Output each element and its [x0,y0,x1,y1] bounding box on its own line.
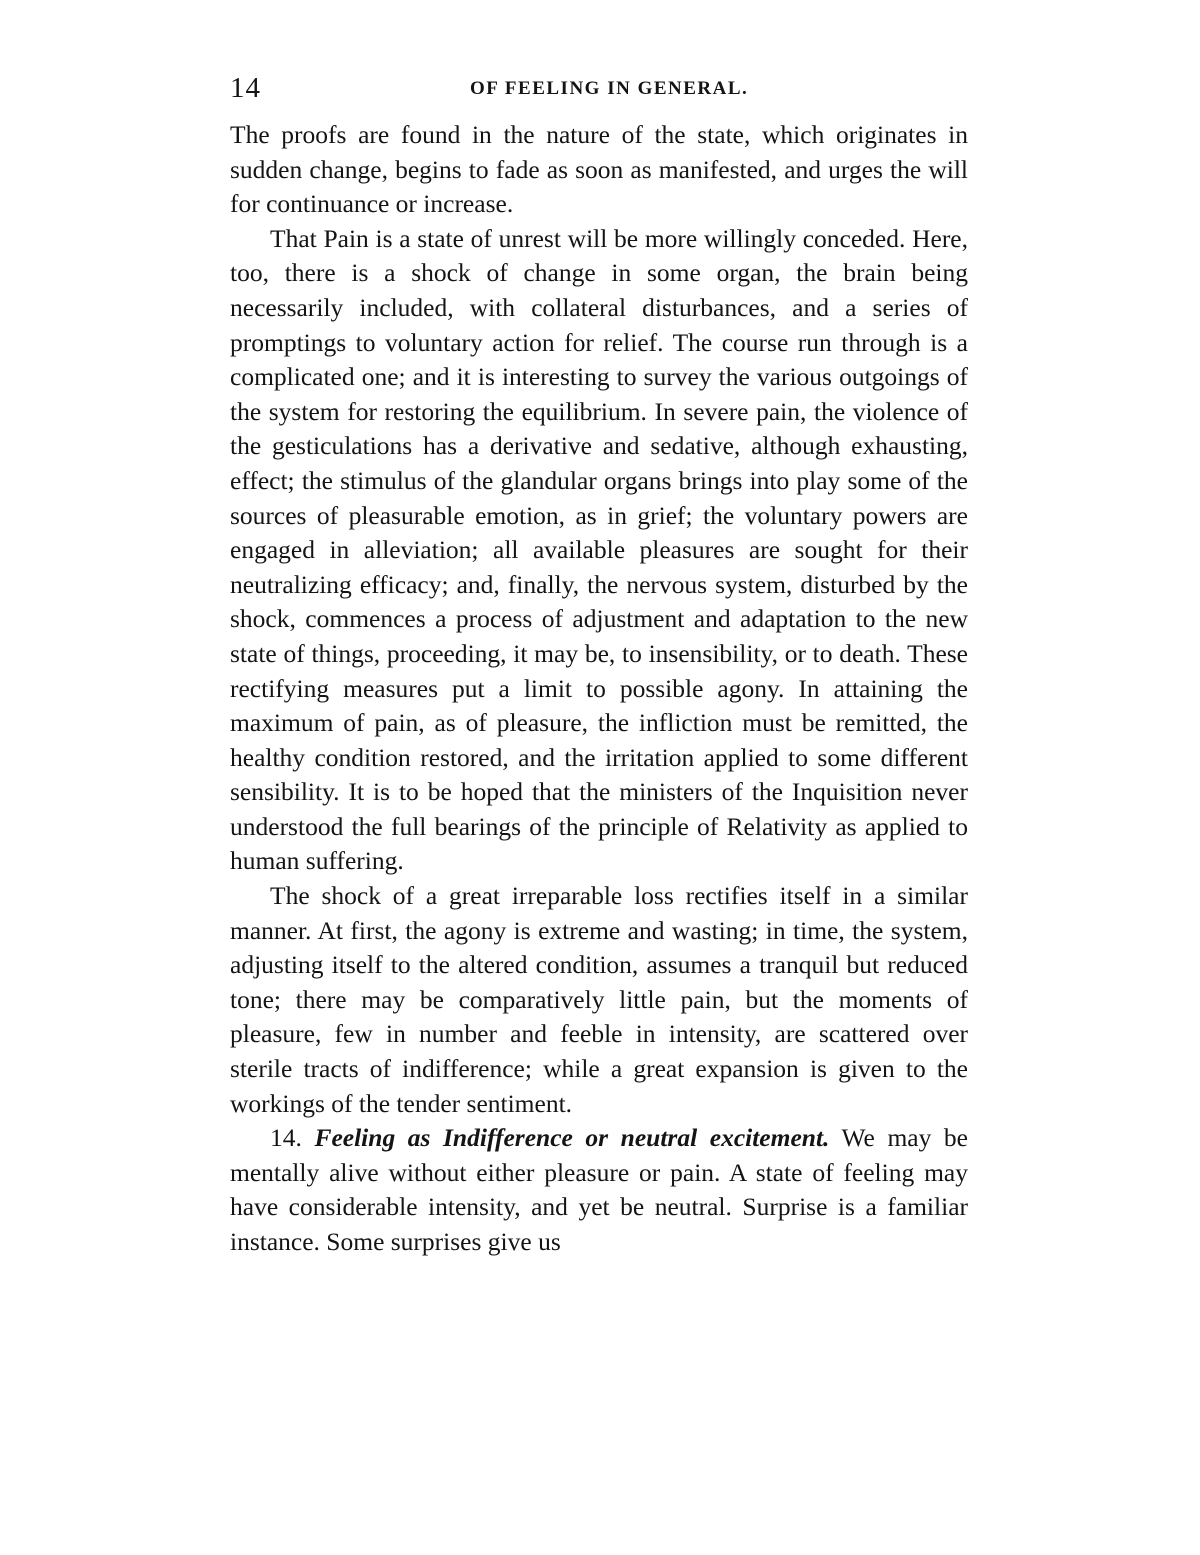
paragraph: The shock of a great irreparable loss rectifies itself in a similar manner. At first, the agony is extreme and wasting; in time, the system, adjusting itself to the altered condition, assumes a tranquil but reduced tone; there may be comparatively little pain, but the moments of pleasure, few in number and feeble in intensity, are scattered over sterile tracts of indifference; while a great expansion is given to the workings of the tender sentiment. [230,881,968,1118]
section-title: Feeling as Indifference or neutral excitement. [314,1123,830,1153]
paragraph: The proofs are found in the nature of the state, which originates in sudden change, begins to fade as soon as manifested, and urges the will for continuance or increase. [230,120,968,219]
paragraph: That Pain is a state of unrest will be more willingly conceded. Here, too, there is a shock of change in some organ, the brain being necessarily included, with collateral disturbances, and a series of promptings to voluntary action for relief. The course run through is a complicated one; and it is interesting to survey the various outgoings of the system for restoring the equilibrium. In severe pain, the violence of the gesticulations has a derivative and sedative, although exhausting, effect; the stimulus of the glandular organs brings into play some of the sources of pleasurable emotion, as in grief; the voluntary powers are engaged in alleviation; all available pleasures are sought for their neutralizing efficacy; and, finally, the nervous system, disturbed by the shock, commences a process of adjustment and adaptation to the new state of things, proceeding, it may be, to insensibility, or to death. These rectifying measures put a limit to possible agony. In attaining the maximum of pain, as of pleasure, the infliction must be remitted, the healthy condition restored, and the irritation applied to some different sensibility. It is to be hoped that the ministers of the Inquisition never understood the full bearings of the principle of Relativity as applied to human suffering. [230,223,968,876]
section-paragraph [230,1121,968,1259]
section-number: 14. [270,1123,302,1153]
running-title: OF FEELING IN GENERAL. [470,78,749,99]
book-page [230,62,968,1260]
body-text [230,118,968,1260]
section-text: We may be mentally alive without either pleasure or pain. A state of feeling may have considerable intensity, and yet be neutral. Surprise is a familiar instance. Some surprises give us [230,1123,968,1256]
page-number: 14 [230,72,261,104]
running-head [230,62,968,118]
